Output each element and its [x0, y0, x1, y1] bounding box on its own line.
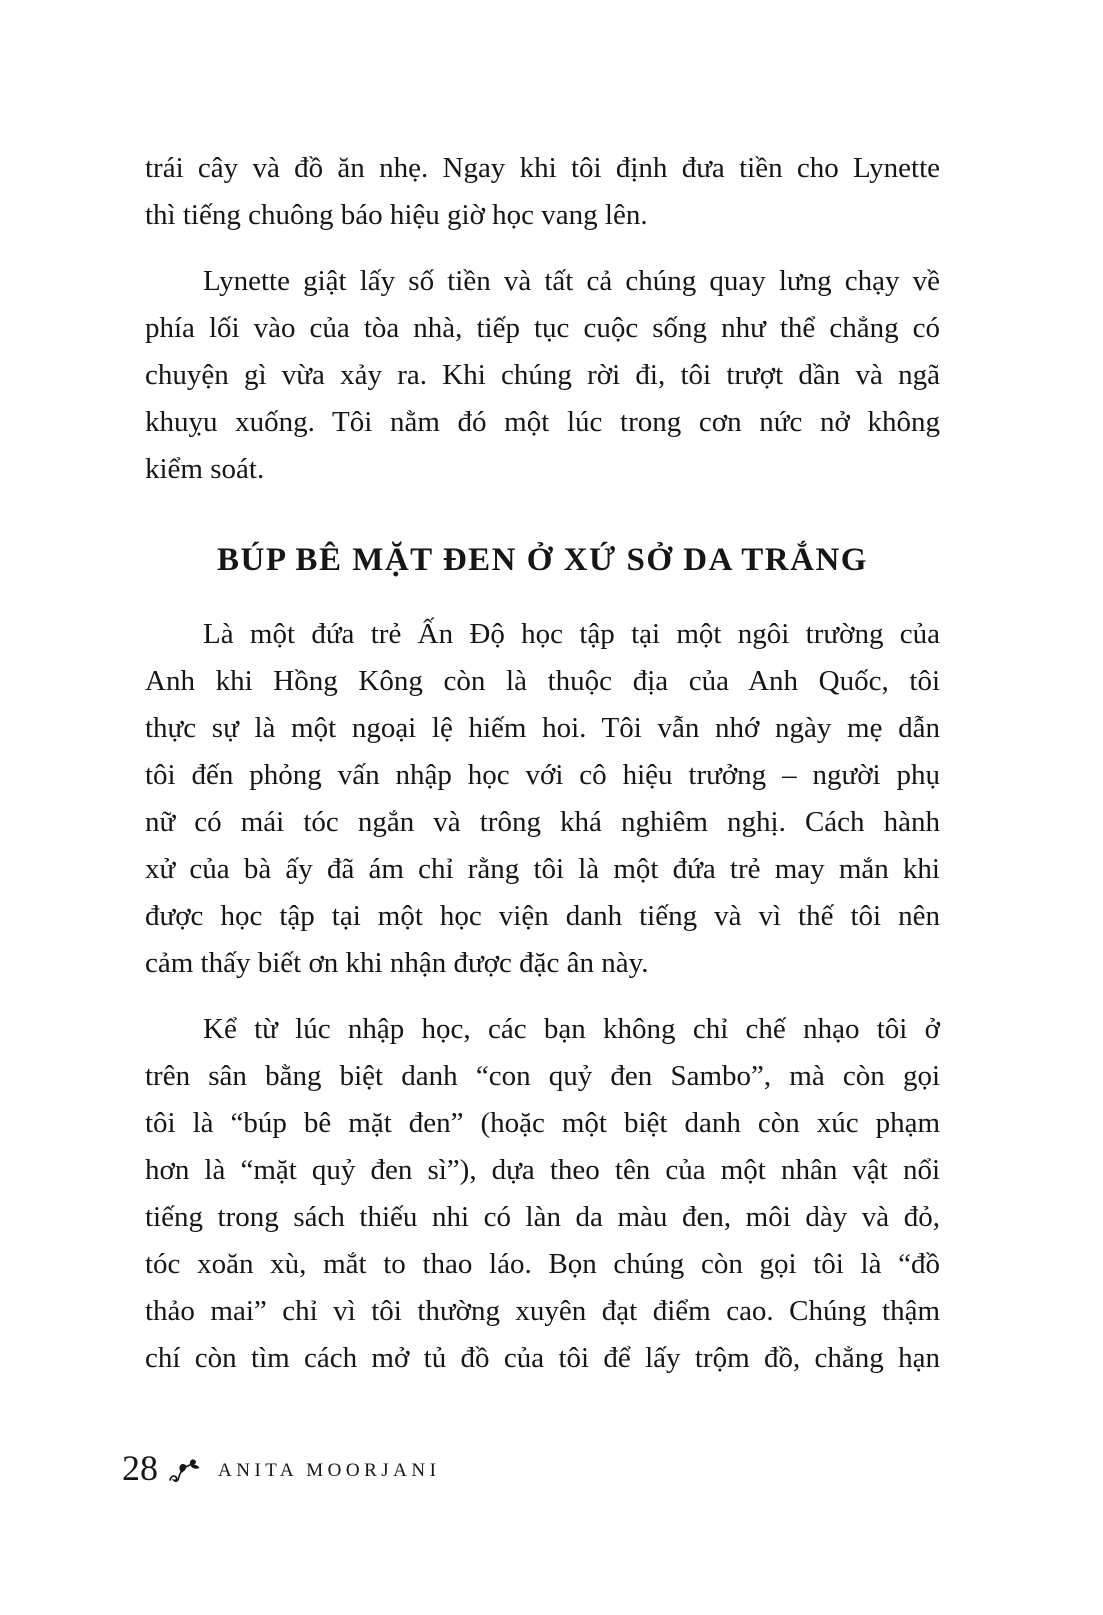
text-column [122, 145, 940, 1492]
page-number: 28 [122, 1448, 158, 1488]
text-line: cảm thấy biết ơn khi nhận được đặc ân này. [145, 947, 649, 979]
page-footer [122, 1444, 940, 1492]
text-line: xử của bà ấy đã ám chỉ rằng tôi là một đứa trẻ may mắn khi [145, 853, 940, 885]
text-line: được học tập tại một học viện danh tiếng và vì thế tôi nên [145, 900, 940, 932]
text-line: tiếng trong sách thiếu nhi có làn da màu đen, môi dày và đỏ, [145, 1201, 940, 1233]
text-line: chuyện gì vừa xảy ra. Khi chúng rời đi, tôi trượt dần và ngã [145, 359, 940, 391]
paragraph [145, 611, 940, 987]
text-line: nữ có mái tóc ngắn và trông khá nghiêm nghị. Cách hành [145, 806, 940, 838]
text-line: tôi là “búp bê mặt đen” (hoặc một biệt danh còn xúc phạm [145, 1107, 940, 1139]
paragraph [145, 145, 940, 239]
text-line: tóc xoăn xù, mắt to thao láo. Bọn chúng còn gọi tôi là “đồ [145, 1248, 940, 1280]
text-line: Anh khi Hồng Kông còn là thuộc địa của Anh Quốc, tôi [145, 665, 940, 697]
paragraph [145, 1006, 940, 1382]
author-name: ANITA MOORJANI [218, 1460, 441, 1481]
text-line: thảo mai” chỉ vì tôi thường xuyên đạt điểm cao. Chúng thậm [145, 1295, 940, 1327]
text-line: chí còn tìm cách mở tủ đồ của tôi để lấy trộm đồ, chẳng hạn [145, 1342, 940, 1374]
section-heading: BÚP BÊ MẶT ĐEN Ở XỨ SỞ DA TRẮNG [217, 542, 868, 578]
text-line: tôi đến phỏng vấn nhập học với cô hiệu trưởng – người phụ [145, 759, 940, 791]
text-line: hơn là “mặt quỷ đen sì”), dựa theo tên của một nhân vật nổi [145, 1154, 940, 1186]
text-line: trên sân bằng biệt danh “con quỷ đen Sambo”, mà còn gọi [145, 1060, 940, 1092]
text-line: trái cây và đồ ăn nhẹ. Ngay khi tôi định đưa tiền cho Lynette [145, 152, 940, 184]
text-line: khuỵu xuống. Tôi nằm đó một lúc trong cơn nức nở không [145, 406, 940, 438]
text-line: Là một đứa trẻ Ấn Độ học tập tại một ngôi trường của [203, 618, 940, 650]
text-line: kiểm soát. [145, 453, 265, 485]
text-line: Lynette giật lấy số tiền và tất cả chúng quay lưng chạy về [203, 265, 940, 297]
paragraph [145, 258, 940, 493]
text-line: Kể từ lúc nhập học, các bạn không chỉ chế nhạo tôi ở [203, 1013, 940, 1045]
text-line: phía lối vào của tòa nhà, tiếp tục cuộc sống như thể chẳng có [145, 312, 940, 344]
floral-sprig-icon [168, 1456, 202, 1484]
text-line: thực sự là một ngoại lệ hiếm hoi. Tôi vẫn nhớ ngày mẹ dẫn [145, 712, 940, 744]
text-line: thì tiếng chuông báo hiệu giờ học vang lên. [145, 199, 648, 231]
